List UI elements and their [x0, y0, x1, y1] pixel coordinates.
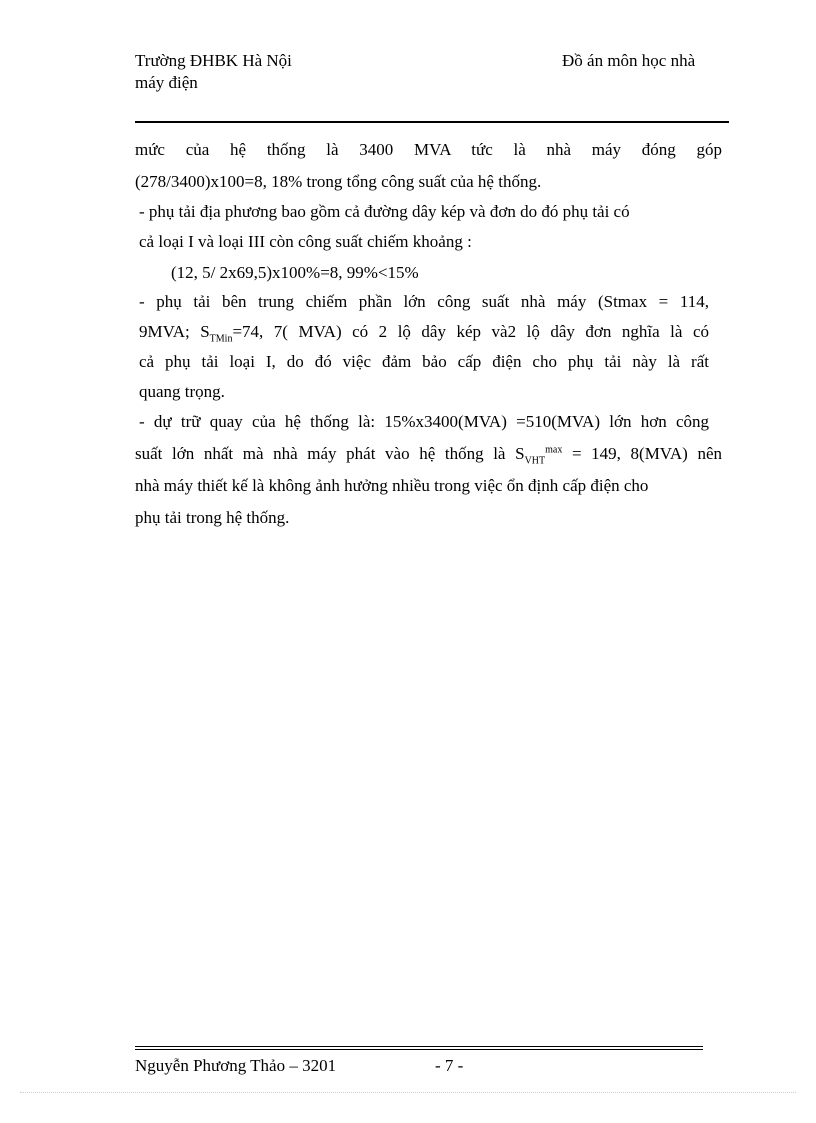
text-fragment: suất lớn nhất mà nhà máy phát vào hệ thống là S	[135, 444, 525, 463]
text-fragment: 9MVA; S	[139, 322, 210, 341]
footer-divider	[135, 1049, 703, 1050]
page-edge	[20, 1092, 796, 1093]
paragraph-line	[135, 444, 722, 466]
footer-divider	[135, 1046, 703, 1047]
paragraph-line: nhà máy thiết kế là không ảnh hưởng nhiều trong việc ổn định cấp điện cho	[135, 476, 649, 495]
page-number: - 7 -	[435, 1056, 464, 1075]
header-left-line1: Trường ĐHBK Hà Nội	[135, 51, 292, 70]
paragraph-line: - dự trữ quay của hệ thống là: 15%x3400(MVA) =510(MVA) lớn hơn công	[139, 412, 709, 431]
header-course: Đồ án môn học nhà	[562, 51, 696, 70]
paragraph-line: phụ tải trong hệ thống.	[135, 508, 290, 527]
header-left-line2: máy điện	[135, 73, 198, 92]
paragraph-line: cả phụ tải loại I, do đó việc đảm bảo cấp điện cho phụ tải này là rất	[139, 352, 709, 371]
text-fragment: =74, 7( MVA) có 2 lộ dây kép và2 lộ dây đơn nghĩa là có	[232, 322, 709, 341]
text-fragment: = 149, 8(MVA) nên	[562, 444, 722, 463]
footer-author: Nguyễn Phương Thảo – 3201	[135, 1056, 337, 1075]
paragraph-line: - phụ tải địa phương bao gồm cả đường dây kép và đơn do đó phụ tải có	[139, 202, 630, 221]
paragraph-line: cả loại I và loại III còn công suất chiếm khoảng :	[139, 232, 472, 251]
paragraph-line: quang trọng.	[139, 382, 225, 401]
header-school	[135, 50, 292, 94]
superscript: max	[545, 444, 563, 456]
subscript: VHT	[524, 455, 546, 467]
header-divider	[135, 121, 729, 123]
paragraph-line: - phụ tải bên trung chiếm phần lớn công suất nhà máy (Stmax = 114,	[139, 292, 709, 311]
paragraph-line: mức của hệ thống là 3400 MVA tức là nhà máy đóng góp	[135, 140, 722, 159]
formula-line: (12, 5/ 2x69,5)x100%=8, 99%<15%	[171, 263, 419, 282]
subscript: TMin	[209, 333, 233, 345]
paragraph-line: (278/3400)x100=8, 18% trong tổng công suất của hệ thống.	[135, 172, 542, 191]
paragraph-line	[139, 322, 709, 344]
